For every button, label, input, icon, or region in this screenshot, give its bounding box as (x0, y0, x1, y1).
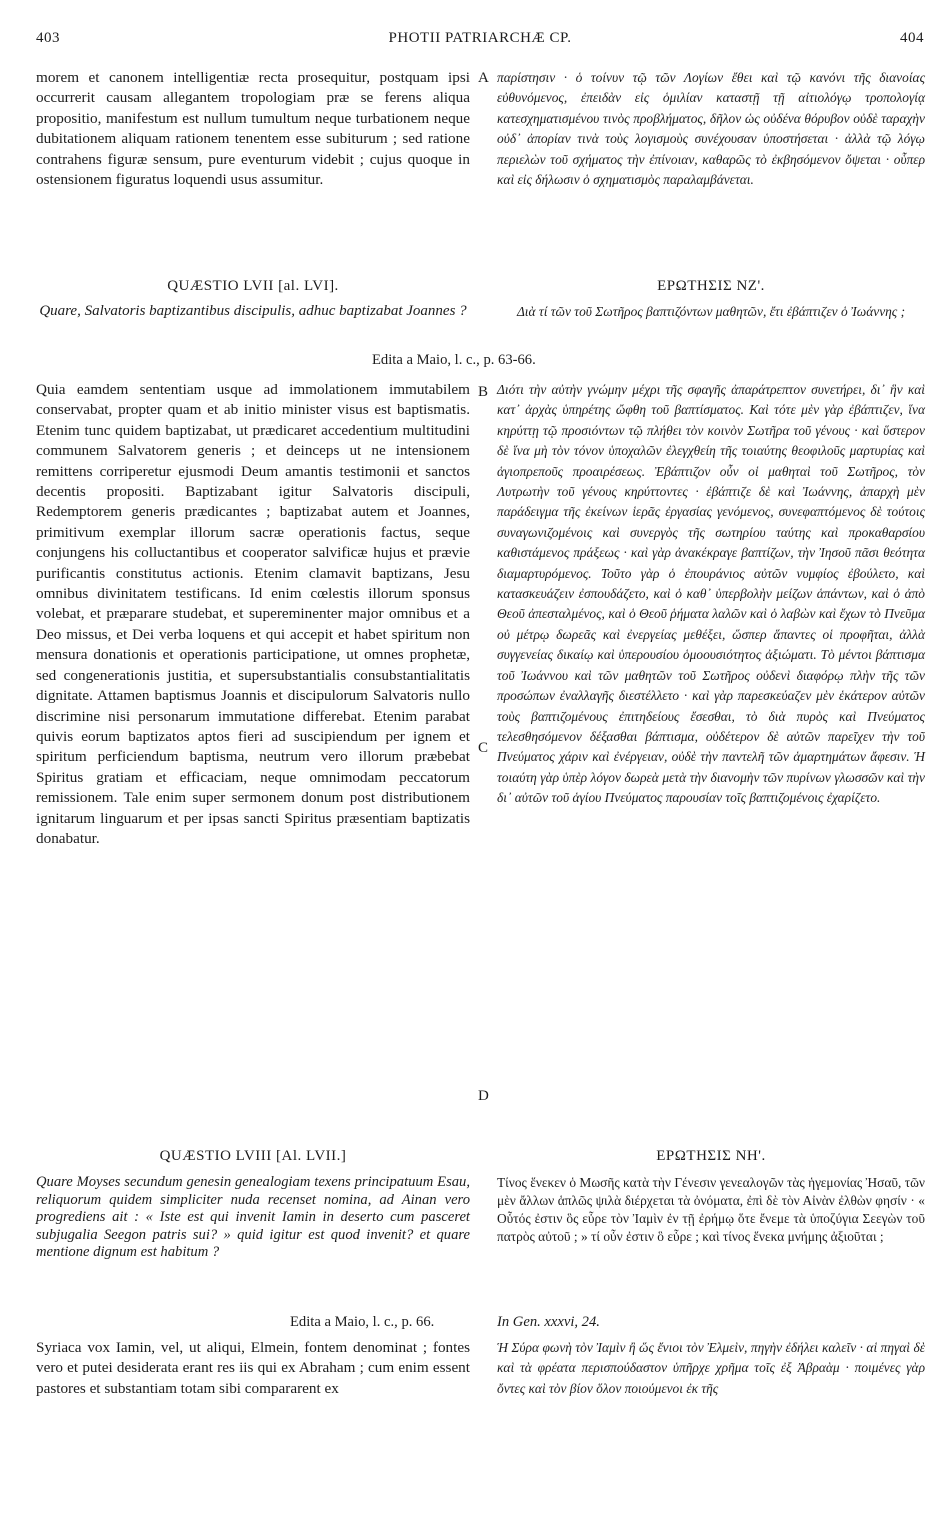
page-number-left: 403 (36, 30, 60, 46)
running-title: PHOTII PATRIARCHÆ CP. (388, 30, 572, 46)
latin-paragraph-a (36, 68, 470, 190)
edition-note-57: Edita a Maio, l. c., p. 63-66. (372, 352, 536, 368)
greek-text-d: Ἡ Σύρα φωνὴ τὸν Ἰαμὶν ἢ ὥς ἔνιοι τὸν Ἐλμεὶν, πηγὴν ἐδήλει καλεῖν · αἱ πηγαὶ δὲ καὶ τὰ φρέατα περισπούδαστον ὑπῆρχε χρῆμα τοῖς ἐξ Ἀβραὰμ · ποιμένες γὰρ ὄντες καὶ τὸν βίον ὅλον ποιούμενοι ἐκ τῆς (497, 1340, 925, 1396)
greek-text-b: Διότι τὴν αὐτὴν γνώμην μέχρι τῆς σφαγῆς ἀπαράτρεπτον συνετήρει, δι᾽ ἣν καὶ κατ᾽ ἀρχὰς ὑπηρέτης ὤφθη τοῦ βαπτίσματος. Καὶ τότε μὲν γὰρ ἐβάπτιζεν, ἵνα κηρύττῃ τῷ προσιόντων τῷ πλήθει τὸν κοινὸν Σωτῆρα τοῦ γένους · καὶ ὕστερον δὲ ἵνα μὴ τὸν τόνον ὑποχαλῶν ἐλεγχθείη τῆς τοιαύτης θεοφιλοῦς μαρτυρίας καὶ ἁγιοπρεποῦς προαιρέσεως. Ἐβάπτιζον οὖν οἱ μαθηταὶ τοῦ Σωτῆρος, τὸν Λυτρωτὴν τοῦ γένους κηρύττοντες · ἐβάπτιζε δὲ καὶ Ἰωάννης, ἀπαρχὴ μὲν παράδειγμα τῆς ἐκείνων ἱερᾶς ἐργασίας γενόμενος, συνεφαπτόμενος δὲ τούτοις συναγωνιζομένοις καὶ συνεργὸς τῆς σωτηρίου ταύτης καὶ προκαθαρσίου καθιστάμενος πράξεως · καὶ γὰρ ἀνακέκραγε βαπτίζων, τὴν Ἰησοῦ πᾶσι θεότητα διαμαρτυρόμενος. Τοῦτο γὰρ ὁ ἐπουράνιος αὐτῶν νυμφίος ἐβούλετο, καὶ κατασκευάζειν ἐσπουδάζετο, καὶ ὁ καθ᾽ ὑπερβολὴν μείζων ἁπάντων, καὶ ὁ ἀπὸ Θεοῦ ἀπεσταλμένος, καὶ ὁ Θεοῦ ῥήματα λαλῶν καὶ ὁ λαβὼν καὶ ἔχων τὸ Πνεῦμα οὐ μέτρῳ δωρεᾶς καὶ ἐνεργείας μεθέξει, ὥσπερ ἅπαντες οἱ προφῆται, ἀλλὰ συγγενείας δικαίῳ καὶ ὑπερουσίου ὁμοουσιότητος ἀξιώματι. Τὸ μέντοι βάπτισμα τοῦ Ἰωάννου καὶ τῶν μαθητῶν τοῦ Σωτῆρος οὐδενὶ διαφόρῳ πλὴν τῆς τῶν προσώπων ἐναλλαγῆς διεστέλλετο · καὶ γὰρ παρεσκεύαζεν μὲν ἑκάτερον αὐτῶν τοὺς βαπτιζομένους ἐπιτηδείους ἔσεσθαι, τὸ διὰ πυρὸς καὶ Πνεύματος τελεσθησόμενον δέξασθαι βάπτισμα, οὐδέτερον δὲ αὐτῶν παρεῖχεν τὴν τοῦ Πνεύματος χάριν καὶ ἐνέργειαν, οὐδὲ τὴν παντελῆ τῶν ἁμαρτημάτων ἄφεσιν. Ἡ τοιαύτη γὰρ ὑπὲρ λόγον δωρεὰ μετὰ τὴν διανομὴν τῶν πυρίνων γλωσσῶν καὶ τὴν δι᾽ αὐτῶν τοῦ ἁγίου Πνεύματος παρουσίαν τοῖς βαπτιζομένοις ἐχαρίζετο. (497, 382, 925, 806)
latin-text-d: Syriaca vox Iamin, vel, ut aliqui, Elmein, fontem denominat ; fontes vero et putei desiderata erant res iis qui ex Abraham ; cum enim essent pastores et substantiam totam sibi compararent ex (36, 1339, 470, 1397)
page-header (36, 30, 924, 54)
latin-paragraph-b (36, 380, 470, 849)
scripture-reference-58: In Gen. xxxvi, 24. (497, 1314, 600, 1330)
latin-question-58-text: Quare Moyses secundum genesin genealogiam texens principatuum Esau, reliquorum quidem simpliciter nuda recenset nomina, ad Ainan vero progrediens ait : « Iste est qui invenit Iamin in deserto cum pasceret subjugalia Seegon patris sui? » quid igitur est quod invenit? et quare mentione dignum est habitum ? (36, 1174, 470, 1261)
latin-question-58-heading: QUÆSTIO LVIII [Al. LVII.] (159, 1148, 347, 1164)
greek-paragraph-d (497, 1338, 925, 1399)
margin-letter-a: A (478, 70, 489, 86)
greek-paragraph-b (497, 380, 925, 809)
latin-paragraph-d (36, 1338, 470, 1399)
greek-question-58-heading: ΕΡΩΤΗΣΙΣ ΝΗ'. (656, 1148, 766, 1164)
margin-letter-b: B (478, 384, 489, 400)
page-number-right: 404 (900, 30, 924, 46)
latin-question-57-text: Quare, Salvatoris baptizantibus discipulis, adhuc baptizabat Joannes ? (39, 303, 467, 319)
greek-text-a: παρίστησιν · ὁ τοίνυν τῷ τῶν Λογίων ἔθει καὶ τῷ κανόνι τῆς διανοίας εὐθυνόμενος, ἐπειδὰν εἰς ὁμιλίαν καταστῇ τῇ αἰτιολόγῳ τροπολογίᾳ κατεσχηματισμένου τινὸς προβλήματος, δῆλον ὡς οὐδένα θόρυβον οὐδὲ ταραχὴν οὐδ᾽ ἀπορίαν τινὰ τοὺς λογισμοὺς συνέχουσαν ὑποστήσεται · ἀλλὰ τῷ λόγῳ περιελὼν τοῦ σχήματος τὴν ἐπίνοιαν, καθαρῶς τὸ ἐκβησόμενον ὄψεται · οὗπερ καὶ εἰς δήλωσιν ὁ σχηματισμὸς παραλαμβάνεται. (497, 70, 925, 188)
greek-question-57-text: Διὰ τί τῶν τοῦ Σωτῆρος βαπτιζόντων μαθητῶν, ἔτι ἐβάπτιζεν ὁ Ἰωάννης ; (516, 304, 906, 319)
latin-question-57-heading: QUÆSTIO LVII [al. LVI]. (167, 278, 339, 294)
margin-letter-d: D (478, 1088, 489, 1104)
latin-text-a: morem et canonem intelligentiæ recta prosequitur, postquam ipsi occurrerit causam allegantem tropologiam præ se ferens aliqua propositio, manifestum est nullum tumultum neque turbationem neque dubitationem aliquam rationem tenentem esse subiturum ; sed ratione contrahens figuræ sensum, pure eventurum videbit ; cujus quoque in ostensionem figuratus loquendi usus assumitur. (36, 69, 470, 189)
edition-note-58: Edita a Maio, l. c., p. 66. (290, 1314, 435, 1330)
greek-paragraph-a (497, 68, 925, 190)
greek-question-58-text: Τίνος ἕνεκεν ὁ Μωσῆς κατὰ τὴν Γένεσιν γενεαλογῶν τὰς ἡγεμονίας Ἠσαῦ, τῶν μὲν ἄλλων ἁπλῶς ψιλὰ διέρχεται τὰ ὀνόματα, ἐπὶ δὲ τὸν Αἰνὰν ἐλθὼν φησίν · « Οὗτός ἐστιν ὃς εὗρε τὸν Ἰαμὶν ἐν τῇ ἐρήμῳ ὅτε ἔνεμε τὰ ὑποζύγια Σεεγὼν τοῦ πατρὸς αὐτοῦ ; » τί οὖν ἐστιν ὃ εὗρε ; καὶ τίνος ἕνεκα μνήμης ἀξιοῦται ; (497, 1175, 925, 1244)
greek-question-57-heading: ΕΡΩΤΗΣΙΣ ΝΖ'. (657, 278, 765, 294)
latin-text-b: Quia eamdem sententiam usque ad immolationem immutabilem conservabat, propter quam et ab initio minister visus est baptismatis. Etenim tunc quidem baptizabat, ut prædicaret accedentium multitudini communem Salvatorem generis ; et deinceps ut ne intensionem remittens corriperetur ejusmodi Deum amantis testimonii et sanctos decentis propositi. Baptizabant igitur Salvatoris discipuli, Redemptorem generis prædicantes ; baptizabat autem et Joannes, primitivum exemplar illorum sacræ operationis factus, seque conjungens his colluctantibus et cooperator salvificæ hujus et prævie purificantis constitutus actionis. Etenim clamavit baptizans, Jesu omnibus divinitatem testificans. Id enim cœlestis illorum sponsus volebat, et præparare studebat, et supereminenter major omnibus et a Deo missus, et Dei verba loquens et qui accepit et habet spiritum non mensura donationis et operationis participatione, ut omnes prophetæ, sed congenerationis justitia, et supersubstantialis consubstantialitatis dignitate. Attamen baptismus Joannis et discipulorum Salvatoris nullo discrimine nisi personarum immutatione differebat. Etenim parabat quivis eorum baptizatos aptos fieri ad suscipiendum per ignem et spiritum perficiendum baptisma, neutrum vero illorum præbebat Spiritus gratiam et efficaciam, neque omnimodam peccatorum remissionem. Tale enim super sermonem donum post distributionem ignitarum linguarum et per ipsas sancti Spiritus præsentiam baptizatis donabatur. (36, 381, 470, 847)
margin-letter-c: C (478, 740, 489, 756)
